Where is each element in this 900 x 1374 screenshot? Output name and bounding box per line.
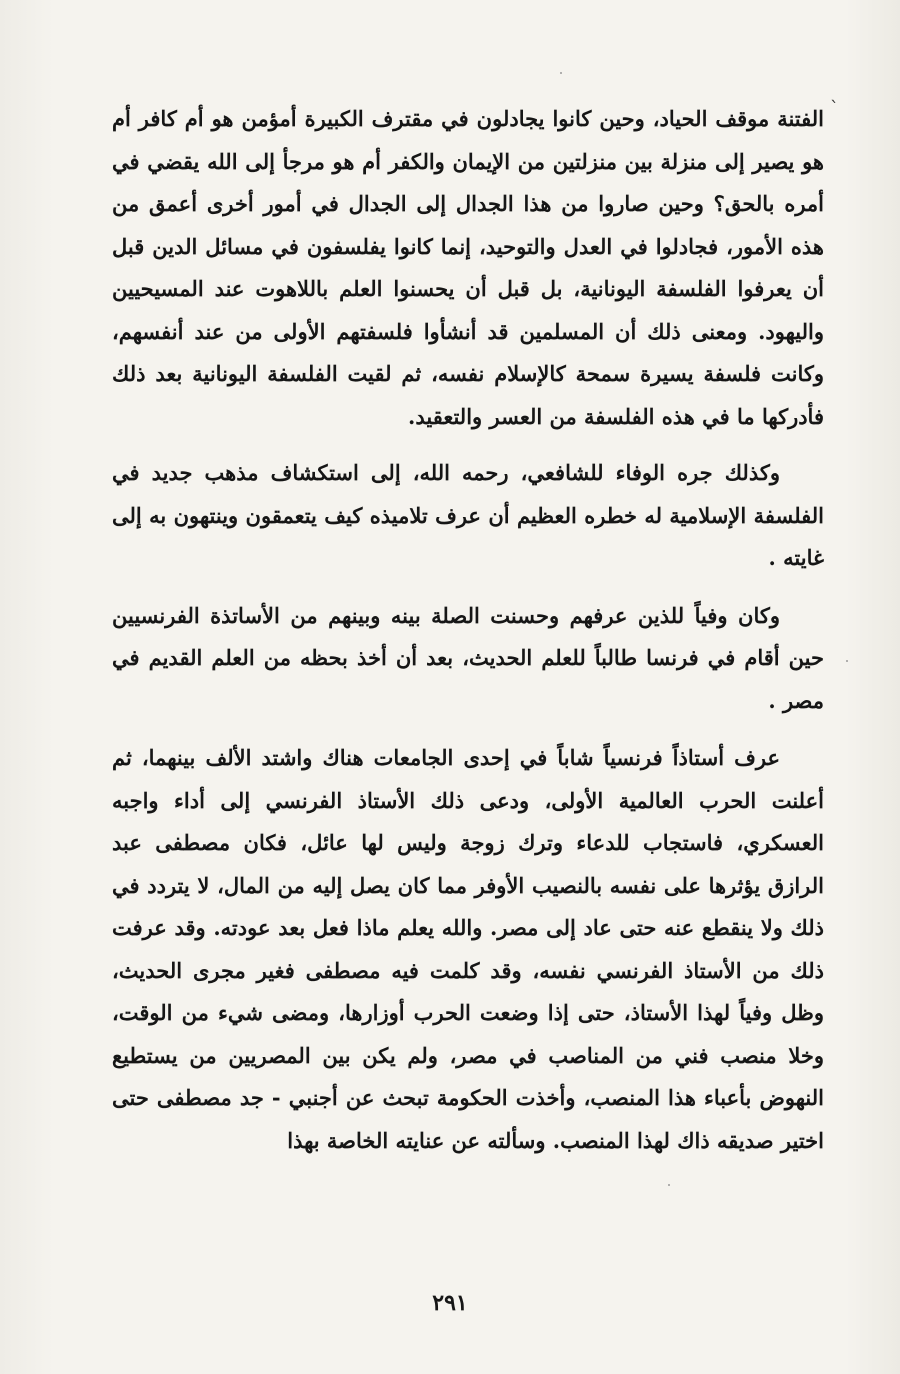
paragraph-1: الفتنة موقف الحياد، وحين كانوا يجادلون في مقترف الكبيرة أمؤمن هو أم كافر أم هو يصير إلى منزلة بين منزلتين من الإيمان والكفر أم هو مرجأ إلى الله يقضي في أمره بالحق؟ وحين صاروا من هذا الجدال إلى الجدال في أمور أخرى أعمق من هذه الأمور، فجادلوا في العدل والتوحيد، إنما كانوا يفلسفون في مسائل الدين قبل أن يعرفوا الفلسفة اليونانية، بل قبل أن يحسنوا العلم باللاهوت عند المسيحيين واليهود. ومعنى ذلك أن المسلمين قد أنشأوا فلسفتهم الأولى من عند أنفسهم، وكانت فلسفة يسيرة سمحة كالإسلام نفسه، ثم لقيت الفلسفة اليونانية بعد ذلك فأدركها ما في هذه الفلسفة من العسر والتعقيد. (112, 106, 824, 429)
paper-speck (668, 1184, 670, 1186)
body-text (112, 98, 824, 1162)
paper-speck (560, 72, 562, 74)
page-number: ٢٩١ (432, 1290, 468, 1316)
paragraph-2: وكذلك جره الوفاء للشافعي، رحمه الله، إلى استكشاف مذهب جديد في الفلسفة الإسلامية له خطره العظيم أن عرف تلاميذه كيف يتعمقون وينتهون به إلى غايته . (112, 460, 824, 570)
paper-speck (846, 660, 848, 662)
corner-tick-mark: ` (830, 98, 839, 119)
paragraph-3: وكان وفياً للذين عرفهم وحسنت الصلة بينه وبينهم من الأساتذة الفرنسيين حين أقام في فرنسا طالباً للعلم الحديث، بعد أن أخذ بحظه من العلم القديم في مصر . (112, 602, 824, 713)
paragraph-4: عرف أستاذاً فرنسياً شاباً في إحدى الجامعات هناك واشتد الألف بينهما، ثم أعلنت الحرب العالمية الأولى، ودعى ذلك الأستاذ الفرنسي إلى أداء واجبه العسكري، فاستجاب للدعاء وترك زوجة وليس لها عائل، فكان مصطفى عبد الرازق يؤثرها على نفسه بالنصيب الأوفر مما كان يصل إليه من المال، لا يتردد في ذلك ولا ينقطع عنه حتى عاد إلى مصر. والله يعلم ماذا فعل بعد عودته. وقد عرفت ذلك من الأستاذ الفرنسي نفسه، وقد كلمت فيه مصطفى فغير مجرى الحديث، وظل وفياً لهذا الأستاذ، حتى إذا وضعت الحرب أوزارها، ومضى شيء من الوقت، وخلا منصب فني من المناصب في مصر، ولم يكن بين المصريين من يستطيع النهوض بأعباء هذا المنصب، وأخذت الحكومة تبحث عن أجنبي - جد مصطفى حتى اختير صديقه ذاك لهذا المنصب. وسألته عن عنايته الخاصة بهذا (112, 745, 824, 1153)
